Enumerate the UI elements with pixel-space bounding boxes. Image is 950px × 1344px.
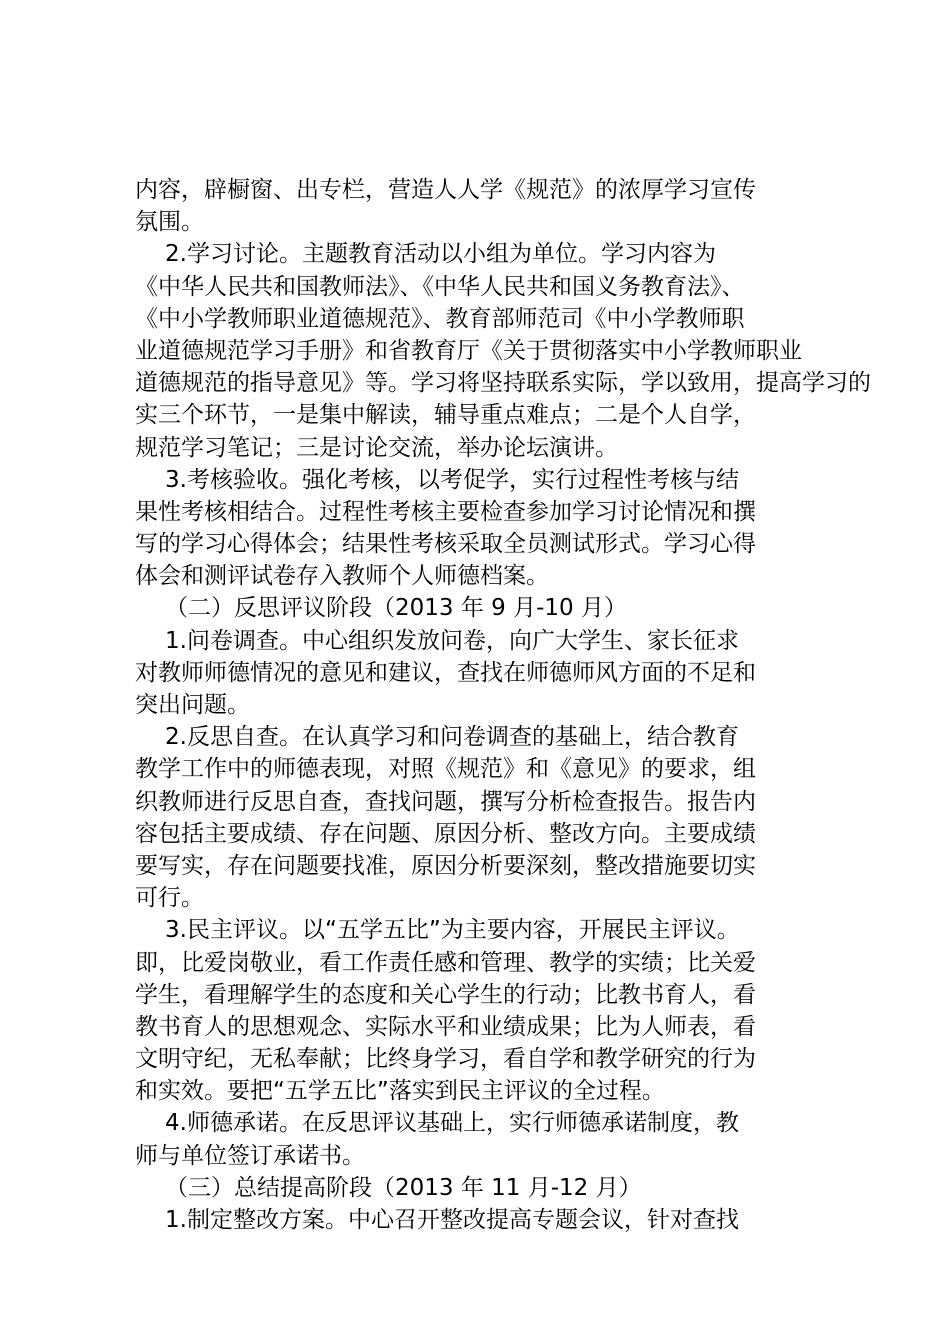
text-line: 对教师师德情况的意见和建议，查找在师德师风方面的不足和 <box>135 659 756 686</box>
text-line: 师与单位签订承诺书。 <box>135 1142 365 1169</box>
text-line: 体会和测评试卷存入教师个人师德档案。 <box>135 563 549 590</box>
text-line: 2.反思自查。在认真学习和问卷调查的基础上，结合教育 <box>165 724 739 751</box>
text-line: 道德规范的指导意见》等。学习将坚持联系实际，学以致用，提高学习的 <box>135 370 871 397</box>
text-line: 学生，看理解学生的态度和关心学生的行动；比教书育人，看 <box>135 981 756 1008</box>
text-line: 1.制定整改方案。中心召开整改提高专题会议，针对查找 <box>165 1207 739 1233</box>
text-line: 3.考核验收。强化考核，以考促学，实行过程性考核与结 <box>165 466 739 493</box>
text-line: 果性考核相结合。过程性考核主要检查参加学习讨论情况和撰 <box>135 498 756 525</box>
text-line: 要写实，存在问题要找准，原因分析要深刻，整改措施要切实 <box>135 852 756 879</box>
text-line: 即，比爱岗敬业，看工作责任感和管理、教学的实绩；比关爱 <box>135 949 756 976</box>
text-line: 可行。 <box>135 885 204 912</box>
text-line: 4.师德承诺。在反思评议基础上，实行师德承诺制度，教 <box>165 1110 739 1137</box>
text-line: 文明守纪，无私奉献；比终身学习，看自学和教学研究的行为 <box>135 1046 756 1073</box>
text-line: 规范学习笔记；三是讨论交流，举办论坛演讲。 <box>135 434 618 461</box>
text-line: 业道德规范学习手册》和省教育厅《关于贯彻落实中小学教师职业 <box>135 337 802 364</box>
text-line: 2.学习讨论。主题教育活动以小组为单位。学习内容为 <box>165 241 716 268</box>
text-line: 和实效。要把“五学五比”落实到民主评议的全过程。 <box>135 1078 665 1105</box>
document-body <box>135 174 871 1236</box>
text-line: 容包括主要成绩、存在问题、原因分析、整改方向。主要成绩 <box>135 820 756 847</box>
text-line: 《中小学教师职业道德规范》、教育部师范司《中小学教师职 <box>135 305 745 332</box>
text-line: 织教师进行反思自查，查找问题，撰写分析检查报告。报告内 <box>135 788 756 815</box>
text-line: 《中华人民共和国教师法》、《中华人民共和国义务教育法》、 <box>135 273 745 300</box>
text-line: 教书育人的思想观念、实际水平和业绩成果；比为人师表，看 <box>135 1013 756 1040</box>
text-line: 写的学习心得体会；结果性考核采取全员测试形式。学习心得 <box>135 531 756 558</box>
text-line: 内容，辟橱窗、出专栏，营造人人学《规范》的浓厚学习宣传 <box>135 177 756 203</box>
text-line: 3.民主评议。以“五学五比”为主要内容，开展民主评议。 <box>165 917 740 944</box>
text-line: 1.问卷调查。中心组织发放问卷，向广大学生、家长征求 <box>165 627 739 654</box>
text-line: 氛围。 <box>135 209 204 236</box>
text-line: （三）总结提高阶段（2013 年 11 月-12 月） <box>165 1174 642 1201</box>
text-line: 实三个环节，一是集中解读，辅导重点难点；二是个人自学， <box>135 402 756 429</box>
text-line: 教学工作中的师德表现，对照《规范》和《意见》的要求，组 <box>135 756 756 783</box>
text-line: （二）反思评议阶段（2013 年 9 月-10 月） <box>165 595 627 622</box>
text-line: 突出问题。 <box>135 692 250 718</box>
